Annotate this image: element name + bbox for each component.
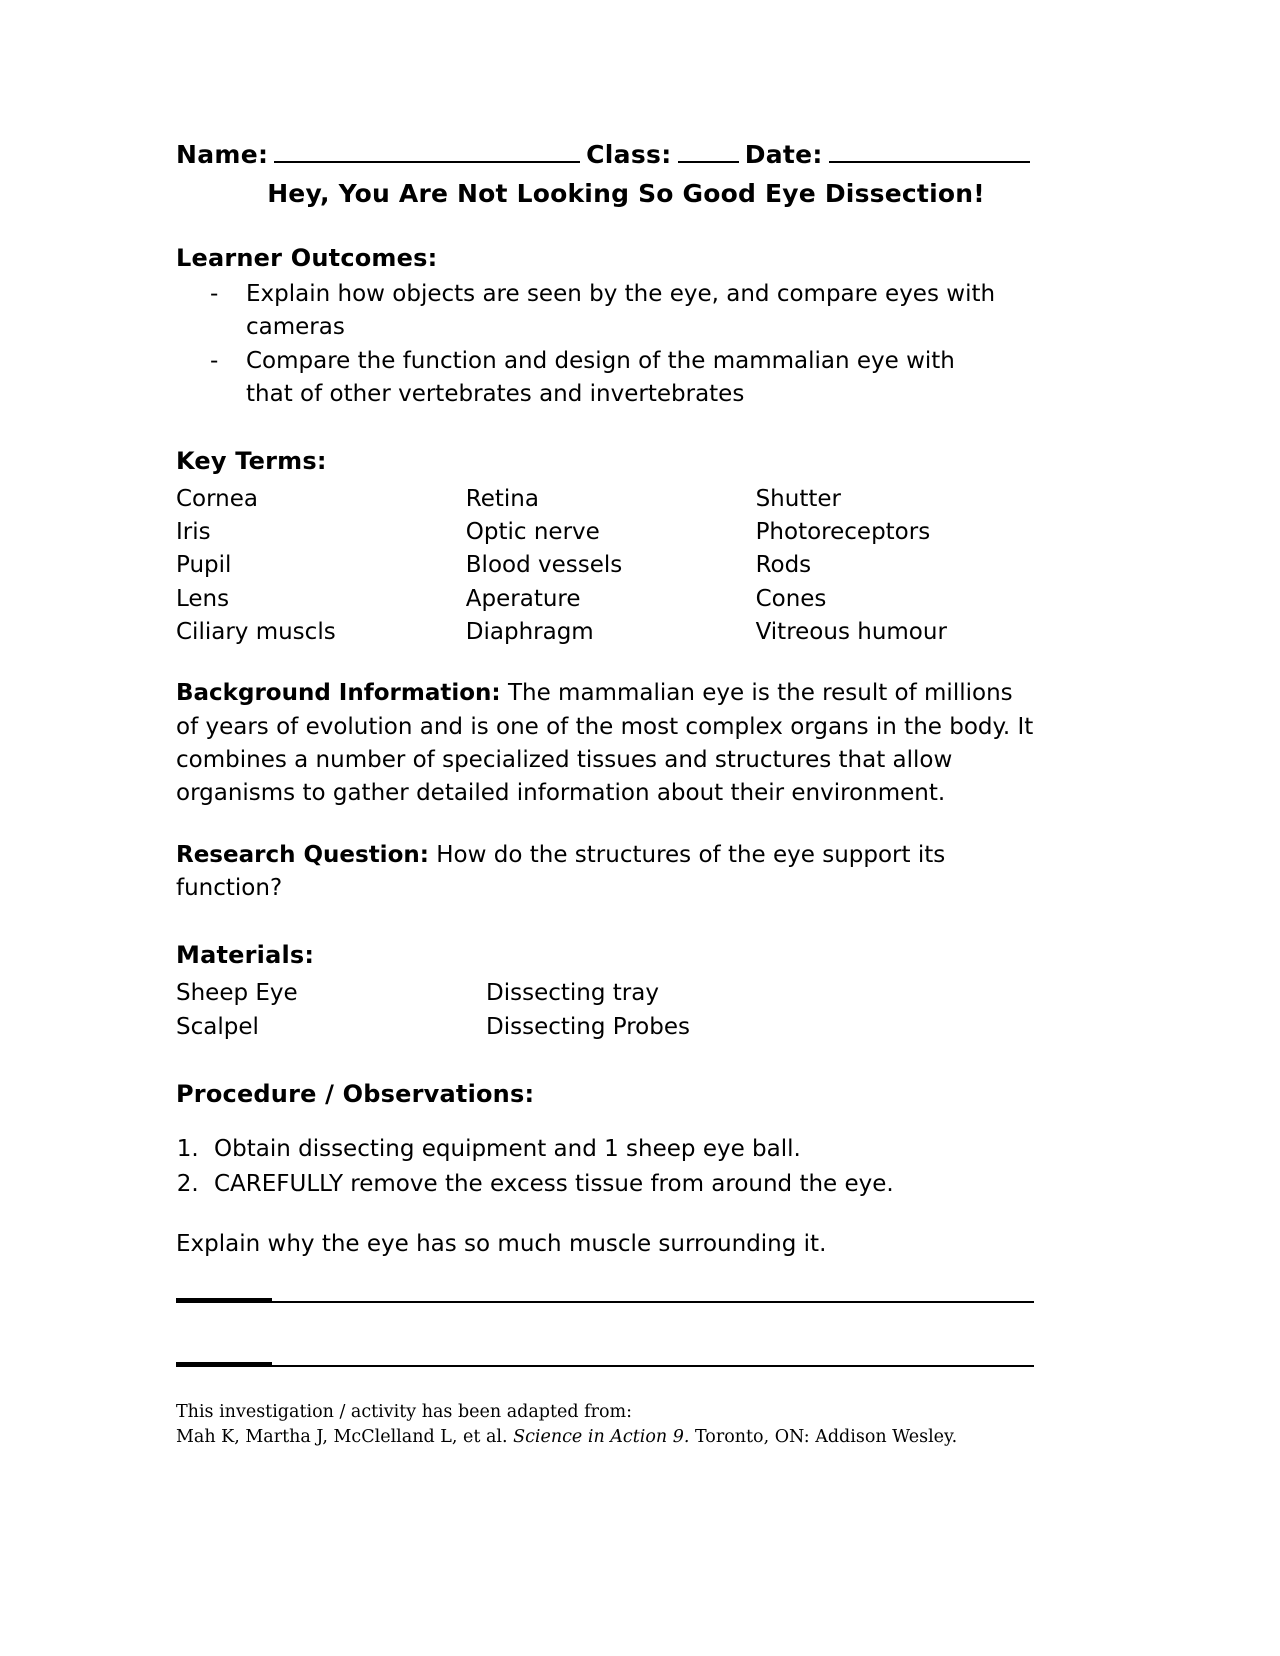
research-question-text: How do the structures of the eye support its function? [176,841,946,902]
key-term: Photoreceptors [755,518,931,545]
bullet-dash: - [210,348,219,375]
procedure-list [176,1132,1036,1201]
footer-citation-authors: Mah K, Martha J, McClelland L, et al. [176,1427,514,1448]
table-row [176,483,1036,516]
list-item [210,345,1036,410]
material-item: Dissecting Probes [486,1013,690,1040]
footer-citation-title: Science in Action 9. [513,1427,690,1448]
footer-attribution [176,1400,1036,1451]
background-information-label: Background Information: [176,680,501,707]
list-item [210,278,1036,343]
key-term: Vitreous humour [755,619,947,645]
answer-lines [176,1301,1036,1367]
student-info-row [176,140,1036,169]
class-blank-line[interactable] [678,161,739,163]
learner-outcomes-heading: Learner Outcomes: [176,244,438,272]
page-title: Hey, You Are Not Looking So Good Eye Dissection! [267,179,985,208]
background-information-text: The mammalian eye is the result of millions of years of evolution and is one of the most complex organs in the body. It combines a number of specialized tissues and structures that allow organisms to gather detailed information about their environment. [176,680,1034,807]
table-row [176,1011,1036,1044]
name-blank-line[interactable] [274,161,580,163]
key-term: Pupil [176,552,232,579]
response-prompt: Explain why the eye has so much muscle surrounding it. [176,1231,827,1258]
materials-table [176,977,1036,1044]
key-term: Optic nerve [465,518,600,545]
key-terms-table [176,483,1036,650]
list-item: 1. Obtain dissecting equipment and 1 sheep eye ball. [206,1132,1036,1167]
key-term: Retina [465,485,539,512]
name-label: Name: [176,140,269,169]
key-term: Iris [176,518,211,545]
material-item: Dissecting tray [486,980,659,1007]
answer-blank-line[interactable] [176,1365,1034,1367]
key-term: Cones [755,585,827,612]
learner-outcomes-list [176,278,1036,411]
materials-heading: Materials: [176,941,315,970]
key-term: Diaphragm [465,619,594,645]
date-blank-line[interactable] [829,161,1030,163]
list-item-text: Explain how objects are seen by the eye, and compare eyes with cameras [246,281,996,340]
footer-line-1: This investigation / activity has been adapted from: [176,1402,633,1422]
material-item: Sheep Eye [176,980,298,1007]
class-label: Class: [586,140,672,169]
bullet-dash: - [210,281,219,307]
footer-line-2 [176,1425,1036,1450]
procedure-heading: Procedure / Observations: [176,1080,535,1109]
key-term: Aperature [465,585,581,612]
footer-citation-publisher: Toronto, ON: Addison Wesley. [689,1427,958,1448]
answer-blank-line[interactable] [176,1301,1034,1303]
list-item-text: Compare the function and design of the mammalian eye with that of other vertebrates and invertebrates [246,348,955,407]
key-term: Rods [755,552,812,579]
table-row [176,583,1036,616]
table-row [176,549,1036,582]
key-terms-heading: Key Terms: [176,446,327,475]
background-information-paragraph [176,677,1036,810]
table-row [176,977,1036,1010]
document-content [176,140,1036,1429]
key-term: Blood vessels [465,552,623,579]
key-term: Lens [176,585,230,612]
date-label: Date: [744,140,823,169]
research-question-label: Research Question: [176,841,429,868]
table-row [176,616,1036,649]
key-term: Cornea [176,485,259,512]
research-question-paragraph [176,839,1036,906]
key-term: Ciliary muscls [176,619,336,645]
table-row [176,516,1036,549]
list-item: 2. CAREFULLY remove the excess tissue from around the eye. [206,1167,1036,1202]
material-item: Scalpel [176,1013,259,1040]
key-term: Shutter [755,485,841,512]
